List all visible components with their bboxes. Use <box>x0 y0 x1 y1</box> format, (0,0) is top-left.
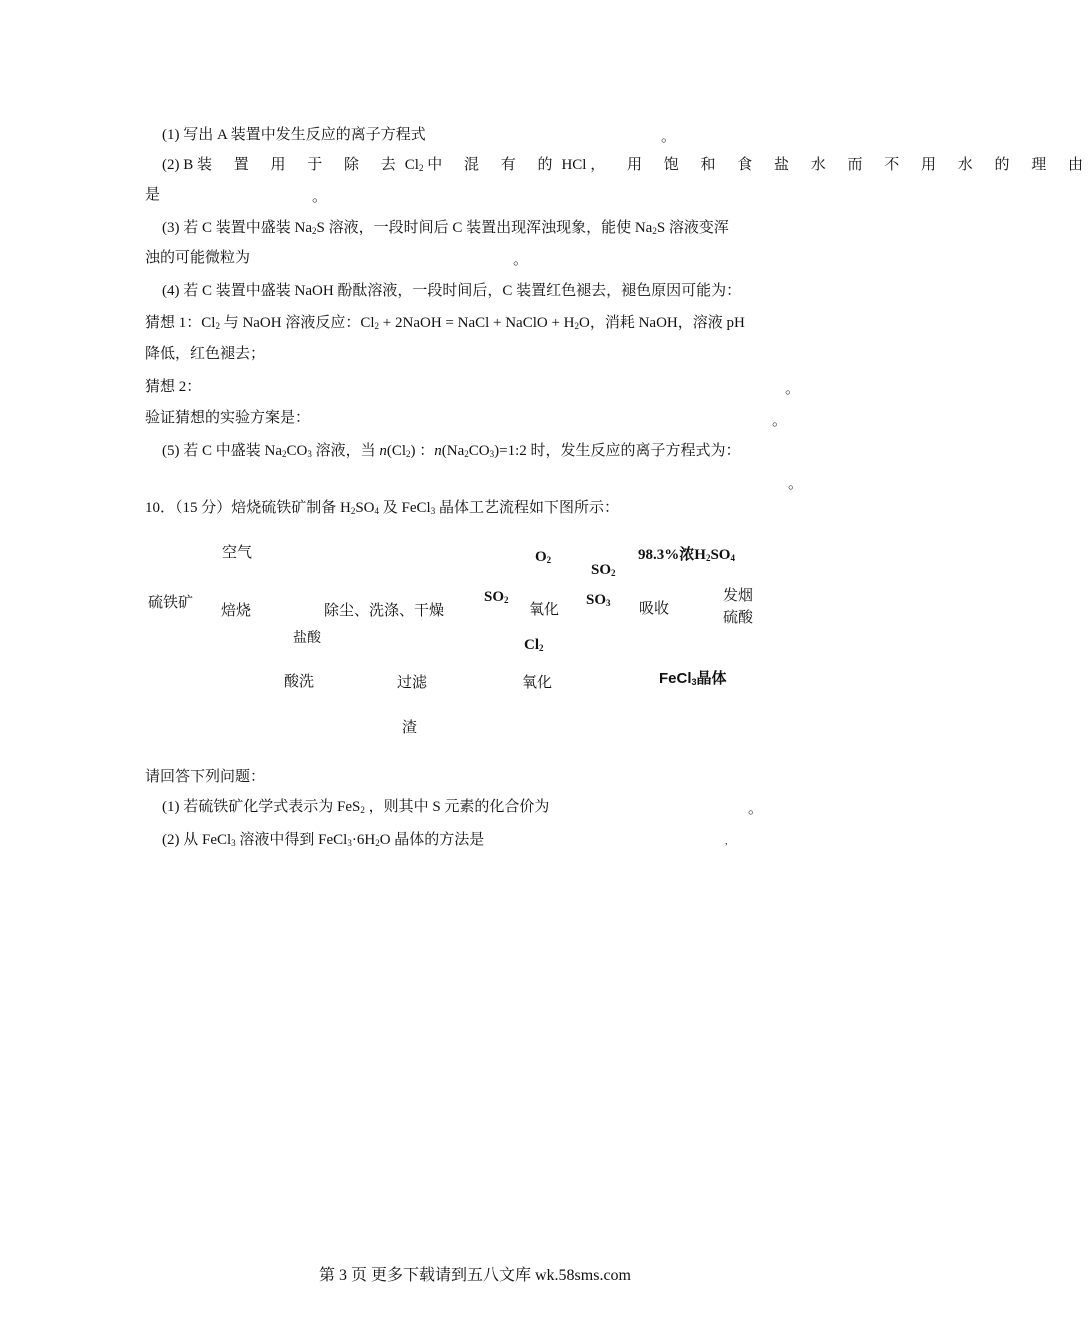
flow-fecl3-crystal: FeCl$_3$晶体 <box>659 670 727 687</box>
q2-text: (2) B 装 置 用 于 除 去$Cl_2$ 中 混 有 的HCl ， 用 饱 和 食 盐 水 而 不 用 水 的 理 由 <box>162 157 1092 173</box>
q2-end: 。 <box>312 189 328 205</box>
flow-so2-a: $SO_2$ <box>484 589 509 605</box>
q5-end: 。 <box>788 476 804 492</box>
flow-so3: $SO_3$ <box>586 592 611 608</box>
flow-fuming-2: 硫酸 <box>723 610 754 626</box>
q3-end: 。 <box>513 252 529 268</box>
flow-o2: $O_2$ <box>535 549 552 565</box>
answers-intro: 请回答下列问题： <box>145 769 266 785</box>
flow-dedust: 除尘、洗涤、干燥 <box>324 603 445 619</box>
page-footer: 第 3 页 更多下载请到五八文库 wk.58sms.com <box>318 1267 631 1284</box>
flow-pyrite: 硫铁矿 <box>148 595 194 611</box>
flow-conc-h2so4: 98.3%浓$H_2SO_4$ <box>638 545 735 563</box>
answer1-end: 。 <box>748 801 764 817</box>
question10-title: 10．（15 分）焙烧硫铁矿制备 $H_2SO_4$ 及 FeCl$_3$ 晶体工艺流程如下图所示： <box>145 500 619 516</box>
verify-end: 。 <box>772 413 788 429</box>
answer2-end: , <box>725 836 728 847</box>
flow-oxidize1: 氧化 <box>529 602 560 618</box>
flow-fuming-1: 发烟 <box>723 588 754 604</box>
q2-line2: 是 <box>145 187 161 203</box>
q1-end: 。 <box>661 129 677 145</box>
q5-text: (5) 若 C 中盛装 $Na_2CO_3$ 溶液，当 $n(Cl_2)$ ：$n(Na_2CO_3)=1:2$ 时，发生反应的离子方程式为： <box>162 443 741 459</box>
flow-cl2: $Cl_2$ <box>524 637 544 653</box>
guess2-end: 。 <box>785 381 801 397</box>
q1-text: (1) 写出 A 装置中发生反应的离子方程式 <box>162 127 426 143</box>
q4-text: (4) 若 C 装置中盛装 NaOH 酚酞溶液，一段时间后，C 装置红色褪去，褪色原因可能为： <box>162 283 742 299</box>
flow-roast: 焙烧 <box>221 603 252 619</box>
flow-hcl: 盐酸 <box>293 631 321 646</box>
flow-acid-wash: 酸洗 <box>284 674 315 690</box>
flow-residue: 渣 <box>402 720 418 736</box>
q3-line2: 浊的可能微粒为 <box>145 250 251 266</box>
answer2: (2) 从 FeCl$_3$ 溶液中得到 $FeCl_3\cdot 6H_2O$ 晶体的方法是 <box>162 832 485 848</box>
flow-air: 空气 <box>222 545 253 561</box>
answer1: (1) 若硫铁矿化学式表示为 FeS$_2$ ，则其中 S 元素的化合价为 <box>162 799 550 815</box>
q3-text: (3) 若 C 装置中盛装 $Na_2S$ 溶液，一段时间后 C 装置出现浑浊现象，能使 $Na_2S$ 溶液变浑 <box>162 220 729 236</box>
guess1-line2: 降低，红色褪去； <box>145 346 266 362</box>
guess1: 猜想 1：$Cl_2$ 与 NaOH 溶液反应：$Cl_2$ + 2NaOH = NaCl + NaClO + $H_2O$，消耗 NaOH，溶液 pH <box>145 315 745 331</box>
guess2: 猜想 2： <box>145 379 202 395</box>
flow-filter: 过滤 <box>397 675 428 691</box>
flow-so2-b: $SO_2$ <box>591 562 616 578</box>
flow-oxidize2: 氧化 <box>522 675 553 691</box>
flow-absorb: 吸收 <box>639 601 670 617</box>
verify: 验证猜想的实验方案是： <box>145 410 311 426</box>
